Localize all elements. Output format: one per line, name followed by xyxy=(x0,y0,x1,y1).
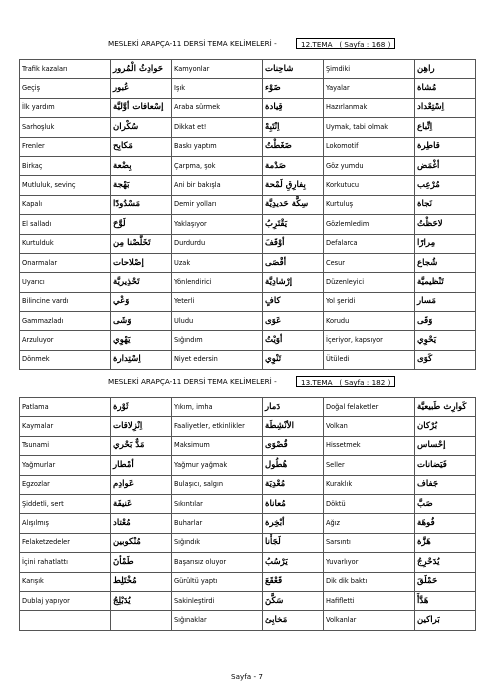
turkish-word: Trafik kazaları xyxy=(20,60,111,79)
turkish-word: Kaymalar xyxy=(20,417,111,436)
arabic-word: حَوادِثُ الْمُرور xyxy=(111,60,172,79)
arabic-word: يُدَبْلِجُ xyxy=(111,591,172,610)
arabic-word: تَحْذِيريَّة xyxy=(111,273,172,292)
turkish-word: Egzozlar xyxy=(20,475,111,494)
turkish-word: Geçiş xyxy=(20,79,111,98)
table-row xyxy=(20,79,476,98)
turkish-word: Uymak, tabi olmak xyxy=(324,118,415,137)
arabic-word: سِكَّة حَديدِيَّة xyxy=(263,195,324,214)
turkish-word: Düzenleyici xyxy=(324,273,415,292)
turkish-word: Arzuluyor xyxy=(20,331,111,350)
vocabulary-table-13 xyxy=(19,397,476,631)
arabic-word: ضَوْء xyxy=(263,79,324,98)
turkish-word: Bulaşıcı, salgın xyxy=(172,475,263,494)
arabic-word: لاحَظْتُ xyxy=(415,215,476,234)
arabic-word: شاحِنات xyxy=(263,60,324,79)
table-row xyxy=(20,572,476,591)
arabic-word: مُرْعِب xyxy=(415,176,476,195)
turkish-word: Gammazladı xyxy=(20,312,111,331)
arabic-word: كَوارِث طَبيعيَّة xyxy=(415,398,476,417)
arabic-word: وَشَى xyxy=(111,312,172,331)
arabic-word: اِنْزِلاقات xyxy=(111,417,172,436)
table-row xyxy=(20,398,476,417)
turkish-word: Gözlemledim xyxy=(324,215,415,234)
table-row xyxy=(20,331,476,350)
arabic-word: مَسْدُودًا xyxy=(111,195,172,214)
table-row xyxy=(20,475,476,494)
arabic-word: مُعاناة xyxy=(263,494,324,513)
arabic-word: لَجَأْنا xyxy=(263,533,324,552)
turkish-word: Uludu xyxy=(172,312,263,331)
arabic-word: هَدَّأَ xyxy=(415,591,476,610)
arabic-word: إصْلاحات xyxy=(111,253,172,272)
turkish-word: Alışılmış xyxy=(20,514,111,533)
arabic-word: أغْمَض xyxy=(415,156,476,175)
turkish-word: Karışık xyxy=(20,572,111,591)
arabic-word: بَهْجة xyxy=(111,176,172,195)
arabic-word: أوَيْتُ xyxy=(263,331,324,350)
table-row xyxy=(20,195,476,214)
table-row xyxy=(20,553,476,572)
turkish-word: Hafifletti xyxy=(324,591,415,610)
arabic-word: قُصْوَى xyxy=(263,436,324,455)
turkish-word: Yayalar xyxy=(324,79,415,98)
arabic-word: تَنْوِي xyxy=(263,350,324,369)
turkish-word: Ağız xyxy=(324,514,415,533)
turkish-word: Korkutucu xyxy=(324,176,415,195)
turkish-word: Döktü xyxy=(324,494,415,513)
arabic-word: صَبَّ xyxy=(415,494,476,513)
turkish-word: Çarpma, şok xyxy=(172,156,263,175)
turkish-word: Kapalı xyxy=(20,195,111,214)
tema-label: 12.TEMA xyxy=(301,40,333,49)
turkish-word: Dik dik baktı xyxy=(324,572,415,591)
turkish-word: Kurtulduk xyxy=(20,234,111,253)
table-row xyxy=(20,176,476,195)
turkish-word: Cesur xyxy=(324,253,415,272)
turkish-word xyxy=(20,611,111,630)
turkish-word: Dikkat et! xyxy=(172,118,263,137)
arabic-word: قاطِرة xyxy=(415,137,476,156)
table-row xyxy=(20,456,476,475)
turkish-word: Felaketzedeler xyxy=(20,533,111,552)
arabic-word: شُجاع xyxy=(415,253,476,272)
arabic-word: مُعْدِيَة xyxy=(263,475,324,494)
table-row xyxy=(20,98,476,117)
arabic-word: فُوهَة xyxy=(415,514,476,533)
turkish-word: Doğal felaketler xyxy=(324,398,415,417)
turkish-word: Demir yolları xyxy=(172,195,263,214)
arabic-word: تَنْظيميَّة xyxy=(415,273,476,292)
turkish-word: Şimdiki xyxy=(324,60,415,79)
table-row xyxy=(20,591,476,610)
arabic-word: هَزَّة xyxy=(415,533,476,552)
arabic-word: بِفارِقِ لَمْحة xyxy=(263,176,324,195)
arabic-word: وَعْي xyxy=(111,292,172,311)
arabic-word: مُنْكوبين xyxy=(111,533,172,552)
arabic-word: لَوَّحَ xyxy=(111,215,172,234)
turkish-word: Buharlar xyxy=(172,514,263,533)
arabic-word: مُعْتاد xyxy=(111,514,172,533)
arabic-word: ثَوْرة xyxy=(111,398,172,417)
turkish-word: Volkanlar xyxy=(324,611,415,630)
arabic-word: بَراكين xyxy=(415,611,476,630)
turkish-word: Gürültü yaptı xyxy=(172,572,263,591)
turkish-word: Kurtuluş xyxy=(324,195,415,214)
arabic-word: يَرْسُبُ xyxy=(263,553,324,572)
turkish-word: Sarhoşluk xyxy=(20,118,111,137)
arabic-word: يَهْوِي xyxy=(111,331,172,350)
table-row xyxy=(20,215,476,234)
turkish-word: Patlama xyxy=(20,398,111,417)
vocabulary-table-12 xyxy=(19,59,476,370)
turkish-word: Mutluluk, sevinç xyxy=(20,176,111,195)
arabic-word: نَجاة xyxy=(415,195,476,214)
arabic-word: اِتِّباع xyxy=(415,118,476,137)
turkish-word: Işık xyxy=(172,79,263,98)
section-title: MESLEKİ ARAPÇA-11 DERSİ TEMA KELİMELERİ - xyxy=(108,39,277,48)
sayfa-label: ( Sayfa : 168 ) xyxy=(339,40,391,49)
arabic-word: يُدَحْرِجُ xyxy=(415,553,476,572)
table-row xyxy=(20,350,476,369)
tema-label: 13.TEMA xyxy=(301,378,333,387)
turkish-word: Sığındım xyxy=(172,331,263,350)
arabic-word: مُشاة xyxy=(415,79,476,98)
turkish-word: Baskı yaptım xyxy=(172,137,263,156)
turkish-word: Ani bir bakışla xyxy=(172,176,263,195)
turkish-word: Defalarca xyxy=(324,234,415,253)
turkish-word: Hazırlanmak xyxy=(324,98,415,117)
turkish-word: Şiddetli, sert xyxy=(20,494,111,513)
turkish-word: Durdurdu xyxy=(172,234,263,253)
arabic-word: كافٍ xyxy=(263,292,324,311)
turkish-word: Hissetmek xyxy=(324,436,415,455)
arabic-word: تَخَلَّصْنا مِن xyxy=(111,234,172,253)
arabic-word: مِرارًا xyxy=(415,234,476,253)
arabic-word: قَعْقَعَ xyxy=(263,572,324,591)
arabic-word: بِضْعة xyxy=(111,156,172,175)
turkish-word: Kuraklık xyxy=(324,475,415,494)
arabic-word: وَقَى xyxy=(415,312,476,331)
arabic-word: عَوَى xyxy=(263,312,324,331)
arabic-word: إسْعافات أوَّليَّة xyxy=(111,98,172,117)
arabic-word: عَوادِم xyxy=(111,475,172,494)
page-footer: Sayfa - 7 xyxy=(231,672,263,681)
turkish-word: İçini rahatlattı xyxy=(20,553,111,572)
arabic-word: مَدٌّ بَحْري xyxy=(111,436,172,455)
table-row xyxy=(20,137,476,156)
arabic-word: إرْشادِيَّة xyxy=(263,273,324,292)
arabic-word: اِسْتِعْداد xyxy=(415,98,476,117)
turkish-word: Yönlendirici xyxy=(172,273,263,292)
table-row xyxy=(20,273,476,292)
turkish-word: Faaliyetler, etkinlikler xyxy=(172,417,263,436)
table-row xyxy=(20,60,476,79)
arabic-word xyxy=(111,611,172,630)
table-row xyxy=(20,514,476,533)
arabic-word: إحْساس xyxy=(415,436,476,455)
tema-box xyxy=(296,376,395,387)
arabic-word: جَفاف xyxy=(415,475,476,494)
tema-box xyxy=(296,38,395,49)
turkish-word: Yeterli xyxy=(172,292,263,311)
table-row xyxy=(20,611,476,630)
arabic-word: أوْقَفَ xyxy=(263,234,324,253)
arabic-word: مُخْتَلِط xyxy=(111,572,172,591)
turkish-word: Uyarıcı xyxy=(20,273,111,292)
turkish-word: Yağmur yağmak xyxy=(172,456,263,475)
turkish-word: Yol şeridi xyxy=(324,292,415,311)
arabic-word: مَكابِح xyxy=(111,137,172,156)
turkish-word: Uzak xyxy=(172,253,263,272)
turkish-word: Volkan xyxy=(324,417,415,436)
arabic-word: راهِن xyxy=(415,60,476,79)
arabic-word: يَحْوِي xyxy=(415,331,476,350)
arabic-word: هُطُول xyxy=(263,456,324,475)
arabic-word: فَيَضانات xyxy=(415,456,476,475)
turkish-word: Bilincine vardı xyxy=(20,292,111,311)
table-row xyxy=(20,312,476,331)
turkish-word: Araba sürmek xyxy=(172,98,263,117)
table-row xyxy=(20,253,476,272)
arabic-word: دَمار xyxy=(263,398,324,417)
turkish-word: Sıkıntılar xyxy=(172,494,263,513)
table-row xyxy=(20,156,476,175)
turkish-word: Ütüledi xyxy=(324,350,415,369)
arabic-word: أبْخِرة xyxy=(263,514,324,533)
turkish-word: Birkaç xyxy=(20,156,111,175)
turkish-word: Tsunami xyxy=(20,436,111,455)
table-row xyxy=(20,494,476,513)
turkish-word: Kamyonlar xyxy=(172,60,263,79)
arabic-word: الأنْشِطَة xyxy=(263,417,324,436)
table-row xyxy=(20,234,476,253)
sayfa-label: ( Sayfa : 182 ) xyxy=(339,378,391,387)
arabic-word: طَمْأنَ xyxy=(111,553,172,572)
turkish-word: Yaklaşıyor xyxy=(172,215,263,234)
arabic-word: اِسْتِدارة xyxy=(111,350,172,369)
arabic-word: كَوَى xyxy=(415,350,476,369)
turkish-word: Sığındık xyxy=(172,533,263,552)
turkish-word: Yıkım, imha xyxy=(172,398,263,417)
arabic-word: سَكَّنَ xyxy=(263,591,324,610)
arabic-word: ضَغَطْتُ xyxy=(263,137,324,156)
turkish-word: Yuvarlıyor xyxy=(324,553,415,572)
section-title: MESLEKİ ARAPÇA-11 DERSİ TEMA KELİMELERİ - xyxy=(108,377,277,386)
turkish-word: Seller xyxy=(324,456,415,475)
turkish-word: Başarısız oluyor xyxy=(172,553,263,572)
turkish-word: Sarsıntı xyxy=(324,533,415,552)
turkish-word: Yağmurlar xyxy=(20,456,111,475)
turkish-word: Niyet edersin xyxy=(172,350,263,369)
turkish-word: El salladı xyxy=(20,215,111,234)
arabic-word: عُبور xyxy=(111,79,172,98)
turkish-word: Dönmek xyxy=(20,350,111,369)
arabic-word: حَمْلَقَ xyxy=(415,572,476,591)
turkish-word: İçeriyor, kapsıyor xyxy=(324,331,415,350)
turkish-word: Dublaj yapıyor xyxy=(20,591,111,610)
turkish-word: Sakinleştirdi xyxy=(172,591,263,610)
arabic-word: سُكْران xyxy=(111,118,172,137)
arabic-word: مَخابِئ xyxy=(263,611,324,630)
turkish-word: Maksimum xyxy=(172,436,263,455)
arabic-word: بُرْكان xyxy=(415,417,476,436)
turkish-word: Frenler xyxy=(20,137,111,156)
turkish-word: Sığınaklar xyxy=(172,611,263,630)
arabic-word: مَسار xyxy=(415,292,476,311)
arabic-word: أمْطار xyxy=(111,456,172,475)
turkish-word: Korudu xyxy=(324,312,415,331)
turkish-word: Onarmalar xyxy=(20,253,111,272)
turkish-word: Göz yumdu xyxy=(324,156,415,175)
table-row xyxy=(20,417,476,436)
arabic-word: عَنيفَة xyxy=(111,494,172,513)
arabic-word: صَدْمة xyxy=(263,156,324,175)
table-row xyxy=(20,118,476,137)
table-row xyxy=(20,436,476,455)
table-row xyxy=(20,533,476,552)
arabic-word: أقْصَى xyxy=(263,253,324,272)
arabic-word: يَقْتَرِبُ xyxy=(263,215,324,234)
turkish-word: İlk yardım xyxy=(20,98,111,117)
arabic-word: قِيادة xyxy=(263,98,324,117)
table-row xyxy=(20,292,476,311)
turkish-word: Lokomotif xyxy=(324,137,415,156)
arabic-word: اِنْتَبِهْ xyxy=(263,118,324,137)
